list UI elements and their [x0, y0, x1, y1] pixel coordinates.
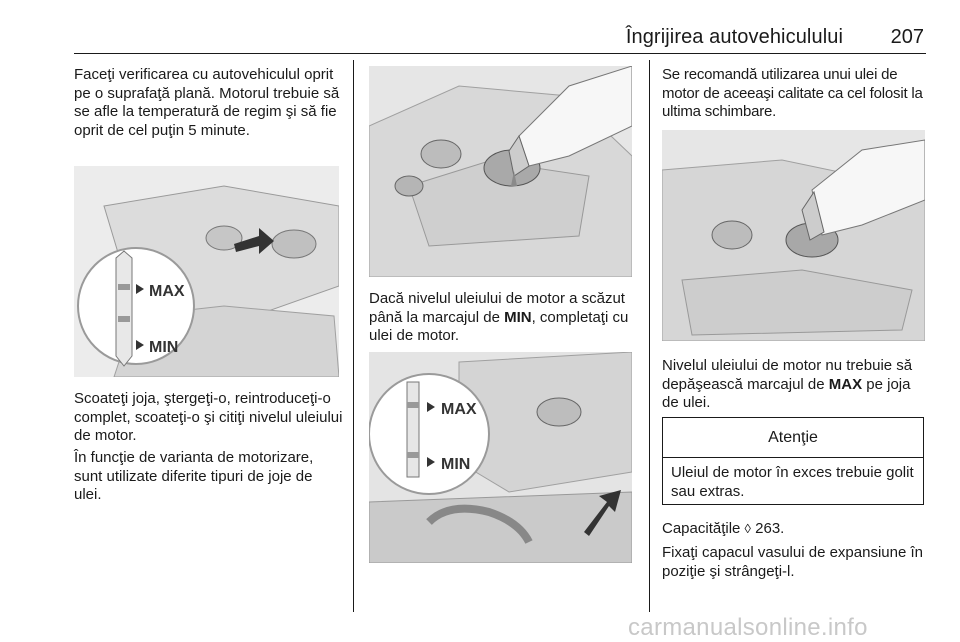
add-oil-paragraph [369, 290, 639, 346]
page-reference-icon: ◊ [744, 521, 751, 536]
max-marker-bold: MAX [828, 375, 863, 393]
add-oil-text-pre: Dacă nivelul uleiului de motor a scăzut până la marcajul de [369, 290, 625, 326]
page-number: 207 [890, 26, 924, 48]
column-divider-2 [649, 60, 650, 612]
max-level-paragraph [662, 357, 928, 413]
dipstick-procedure-paragraph: Scoateţi joja, ştergeţi-o, reintroduceţi-o complet, scoateţi-o şi citiţi nivelul uleiului de motor. [74, 390, 343, 444]
caution-text: Uleiul de motor în exces trebuie golit sau extras. [671, 464, 914, 500]
oil-filling-illustration [369, 66, 632, 277]
oil-cap-illustration [662, 130, 925, 341]
capacities-reference [662, 520, 928, 539]
engine-cover-dipstick-drawing [74, 166, 339, 377]
caution-box [662, 417, 924, 505]
max-level-text-pre: Nivelul uleiului de motor nu trebuie să depăşească marcajul de [662, 357, 913, 393]
dipstick-location-illustration [74, 166, 339, 377]
capacities-page-link[interactable]: 263. [750, 520, 785, 537]
dipstick-variants-paragraph: În funcţie de varianta de motorizare, sunt utilizate diferite tipuri de joje de ulei. [74, 449, 314, 503]
max-mark-label-2: MAX [441, 401, 477, 418]
oil-bottle-cap-drawing [662, 130, 925, 341]
dipstick-variant-illustration [369, 352, 632, 563]
watermark: carmanualsonline.info [628, 614, 868, 641]
oil-quality-paragraph: Se recomandă utilizarea unui ulei de motor de aceeaşi calitate ca cel folosit la ultima schimbare. [662, 66, 923, 120]
min-marker-bold: MIN [504, 308, 532, 326]
caution-rule [663, 457, 923, 458]
cap-tighten-paragraph: Fixaţi capacul vasului de expansiune în poziţie şi strângeţi-l. [662, 544, 923, 580]
header-rule [74, 53, 926, 54]
oil-bottle-pouring-drawing [369, 66, 632, 277]
min-mark-label: MIN [149, 339, 179, 356]
min-mark-label-2: MIN [441, 456, 471, 473]
engine-dipstick-variant-drawing [369, 352, 632, 563]
add-oil-text-post: , completaţi cu ulei de motor. [369, 308, 629, 344]
running-header-title: Îngrijirea autovehiculului [625, 26, 843, 48]
column-divider-1 [353, 60, 354, 612]
intro-paragraph: Faceţi verificarea cu autovehiculul oprit pe o suprafaţă plană. Motorul trebuie să se afle la temperatură de regim şi să fie oprit de cel puţin 5 minute. [74, 66, 340, 139]
capacities-label: Capacităţile [662, 520, 745, 537]
max-level-text-post: pe joja de ulei. [662, 375, 911, 411]
caution-title: Atenţie [768, 429, 818, 446]
max-mark-label: MAX [149, 283, 185, 300]
